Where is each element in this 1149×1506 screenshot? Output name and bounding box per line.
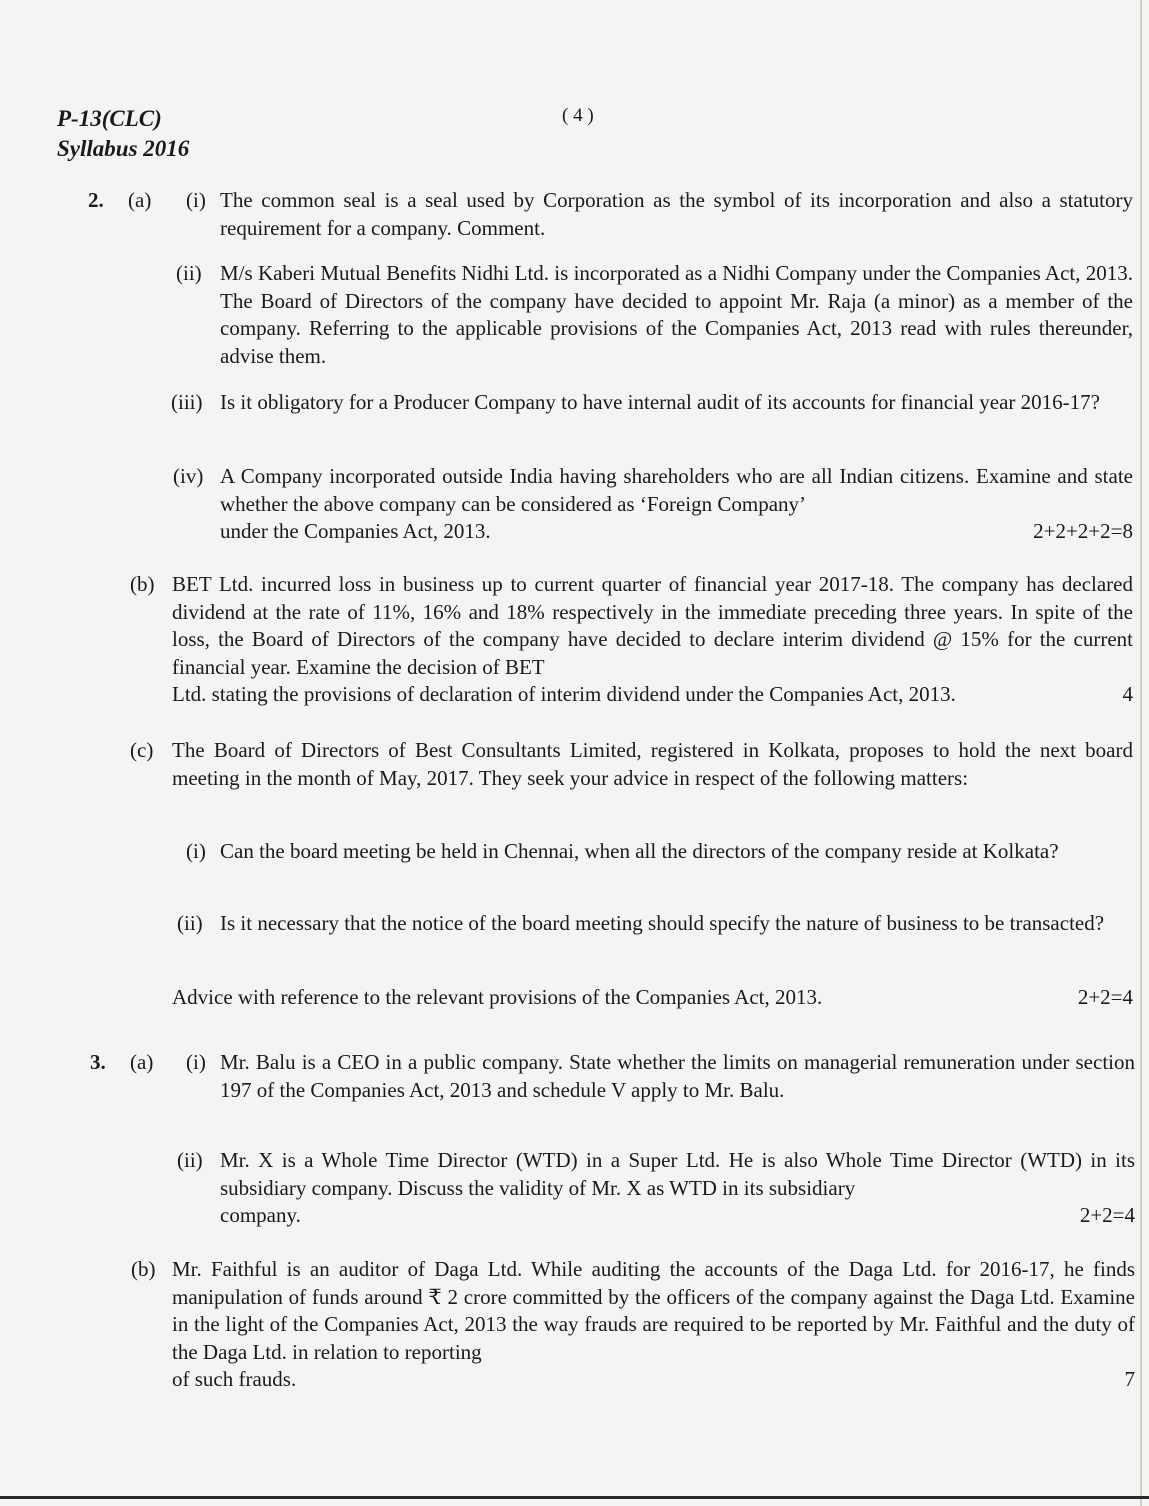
question-text: M/s Kaberi Mutual Benefits Nidhi Ltd. is incorporated as a Nidhi Company under the Companies Act, 2013. The Board of Directors of the company have decided to appoint Mr. Raja (a minor) as a member of the company. Referring to the applicable provisions of the Companies Act, 2013 read with rules thereunder, advise them. — [220, 261, 1133, 368]
question-text: Mr. Faithful is an auditor of Daga Ltd. While auditing the accounts of the Daga Ltd. for 2016-17, he finds manipulation of funds around ₹ 2 crore committed by the officers of the company against the Daga Ltd. Examine in the light of the Companies Act, 2013 the way frauds are required to be reported by Mr. Faithful and the duty of the Daga Ltd. in relation to reporting — [172, 1257, 1135, 1364]
subpart-label: (i) — [186, 188, 206, 212]
question-text-end: of such frauds. — [172, 1367, 297, 1391]
part-label: (b) — [131, 1257, 156, 1281]
marks-row — [220, 1202, 1135, 1230]
paper-header — [57, 104, 189, 164]
question-number: 2. — [88, 188, 104, 212]
subpart-label: (ii) — [177, 911, 203, 935]
marks-row — [172, 681, 1133, 709]
question-text: Can the board meeting be held in Chennai, when all the directors of the company reside at Kolkata? — [220, 839, 1059, 863]
scan-edge — [1140, 0, 1142, 1506]
part-label: (a) — [128, 188, 152, 212]
question-text-end: company. — [220, 1203, 301, 1227]
paper-code: P-13(CLC) — [57, 106, 162, 131]
question-block — [172, 571, 1133, 709]
syllabus-label: Syllabus 2016 — [57, 136, 190, 161]
subpart-label: (ii) — [176, 261, 202, 285]
part-label: (a) — [130, 1050, 154, 1074]
question-text: A Company incorporated outside India having shareholders who are all Indian citizens. Examine and state whether the above company can be considered as ‘Foreign Company’ — [220, 464, 1133, 516]
part-label: (b) — [130, 572, 155, 596]
subpart-label: (i) — [186, 1050, 206, 1074]
question-text: Is it necessary that the notice of the board meeting should specify the nature of business to be transacted? — [220, 911, 1105, 935]
marks: 7 — [1124, 1367, 1135, 1391]
marks-row — [172, 1366, 1135, 1394]
subpart-label: (i) — [186, 839, 206, 863]
page-number: ( 4 ) — [562, 105, 594, 126]
marks-row — [220, 518, 1133, 546]
question-text: The Board of Directors of Best Consultants Limited, registered in Kolkata, proposes to hold the next board meeting in the month of May, 2017. They seek your advice in respect of the following matters: — [172, 738, 1133, 790]
question-text: Is it obligatory for a Producer Company to have internal audit of its accounts for financial year 2016-17? — [220, 390, 1100, 414]
advice-text: Advice with reference to the relevant provisions of the Companies Act, 2013. — [172, 985, 823, 1009]
question-text: Mr. X is a Whole Time Director (WTD) in a Super Ltd. He is also Whole Time Director (WTD) in its subsidiary company. Discuss the validity of Mr. X as WTD in its subsidiary — [220, 1148, 1135, 1200]
question-text: BET Ltd. incurred loss in business up to current quarter of financial year 2017-18. The company has declared dividend at the rate of 11%, 16% and 18% respectively in the immediate preceding three years. In spite of the loss, the Board of Directors of the company have decided to declare interim dividend @ 15% for the current financial year. Examine the decision of BET — [172, 572, 1133, 679]
question-text: The common seal is a seal used by Corporation as the symbol of its incorporation and also a statutory requirement for a company. Comment. — [220, 188, 1133, 240]
question-text-end: Ltd. stating the provisions of declaration of interim dividend under the Companies Act, 2013. — [172, 682, 956, 706]
question-text: Mr. Balu is a CEO in a public company. State whether the limits on managerial remuneration under section 197 of the Companies Act, 2013 and schedule V apply to Mr. Balu. — [220, 1050, 1135, 1102]
question-block — [220, 463, 1133, 546]
question-number: 3. — [90, 1050, 106, 1074]
question-text-end: under the Companies Act, 2013. — [220, 519, 491, 543]
scan-bottom-edge — [0, 1496, 1149, 1499]
marks: 2+2=4 — [1079, 1203, 1135, 1227]
subpart-label: (ii) — [177, 1148, 203, 1172]
marks: 4 — [1122, 682, 1133, 706]
marks: 2+2=4 — [1077, 985, 1133, 1009]
marks: 2+2+2+2=8 — [1033, 519, 1133, 543]
marks-row — [172, 984, 1133, 1012]
part-label: (c) — [130, 738, 154, 762]
subpart-label: (iii) — [171, 390, 203, 414]
subpart-label: (iv) — [173, 464, 204, 488]
question-block — [220, 1147, 1135, 1230]
question-block — [172, 1256, 1135, 1394]
